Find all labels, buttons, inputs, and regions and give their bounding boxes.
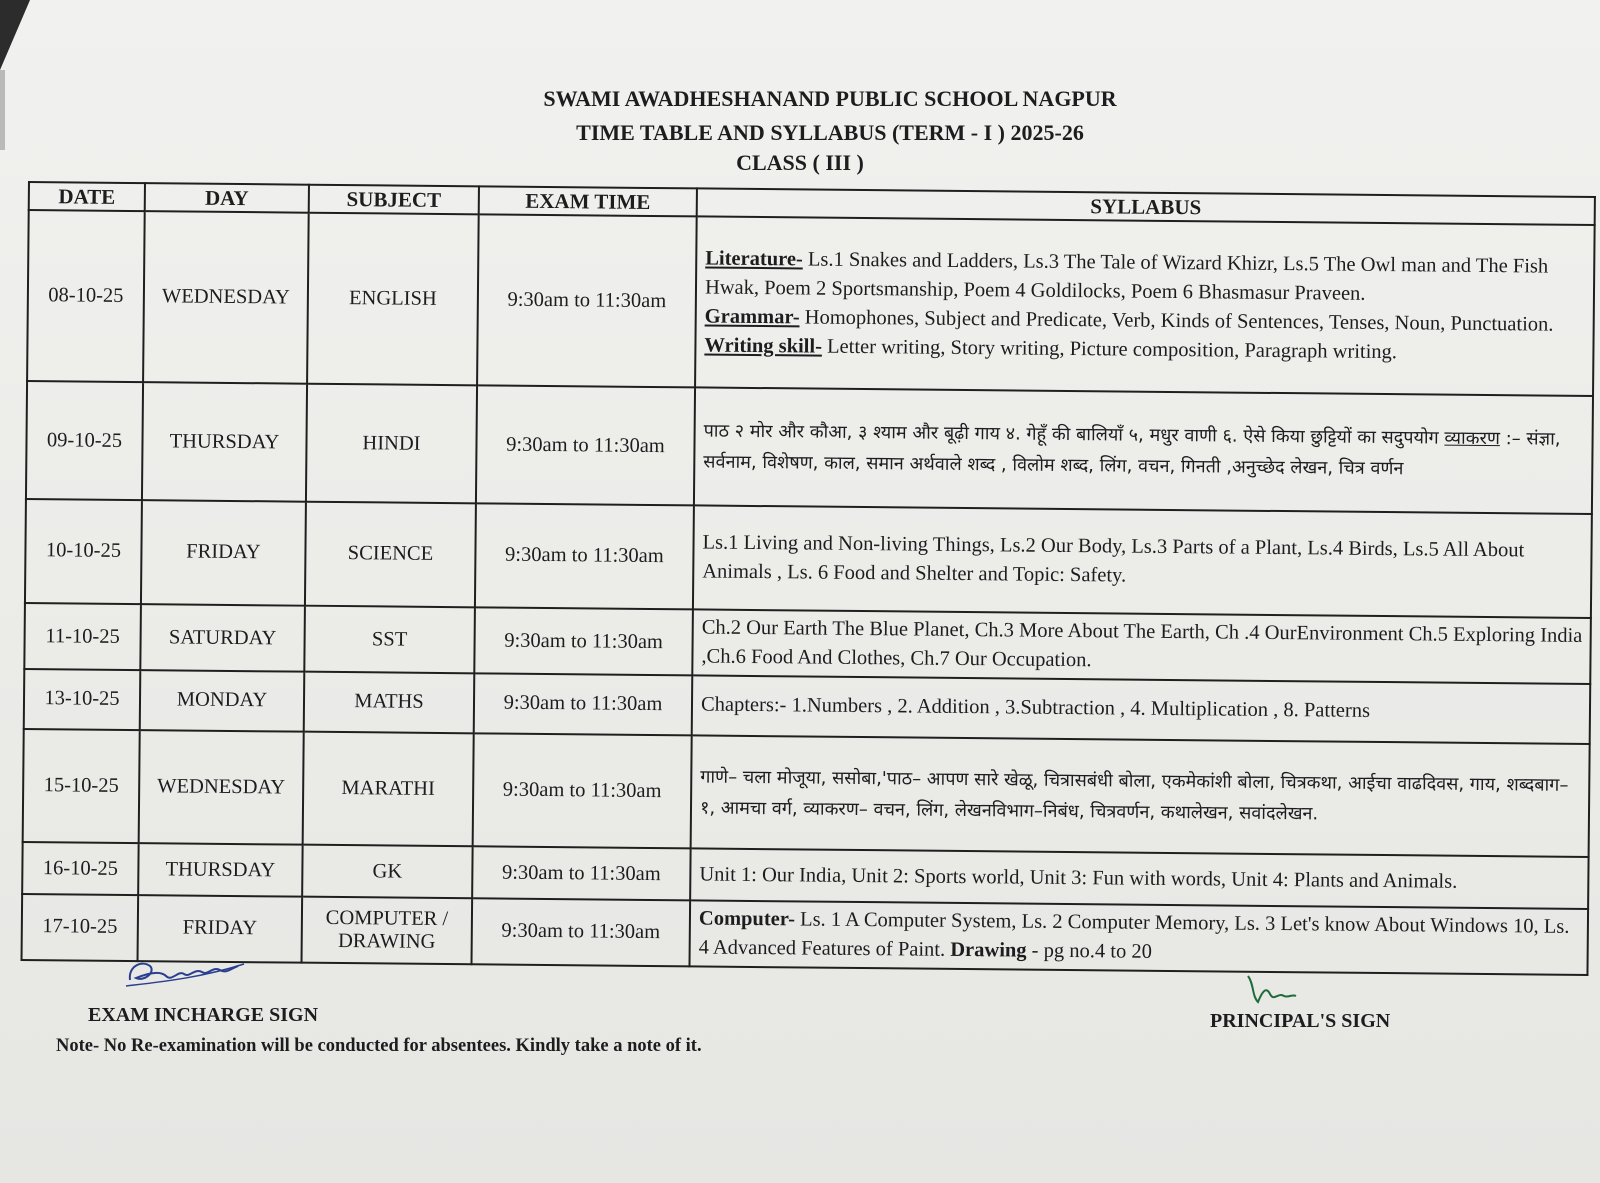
cell-syllabus: गाणे– चला मोजूया, ससोबा,'पाठ– आपण सारे खेळू, चित्रासबंधी बोला, एकमेकांशी बोला, चित्रकथा, आईचा वाढदिवस, गाय, शब्दबाग–१, आमचा वर्ग, व्याकरण– वचन, लिंग, लेखनविभाग–निबंध, चित्रवर्णन, कथालेखन, सवांदलेखन. [691,735,1590,857]
table-row [23,729,1590,857]
cell-subject: ENGLISH [307,213,479,386]
cell-exam-time: 9:30am to 11:30am [473,733,692,849]
computer-label: Computer- [698,907,796,931]
hindi-grammar-label: व्याकरण [1444,427,1501,450]
exam-incharge-signature-icon [120,952,260,992]
paper-corner-shadow [0,0,30,70]
literature-text: Ls.1 Snakes and Ladders, Ls.3 The Tale of Wizard Khizr, Ls.5 The Owl man and The Fish Hwak, Poem 2 Sportsmanship, Poem 4 Goldilocks, Poem 6 Bhasmasur Praveen. [704,248,1549,305]
cell-syllabus [694,388,1593,514]
cell-day: WEDNESDAY [139,730,304,845]
drawing-label: Drawing [950,938,1027,962]
cell-subject: HINDI [306,384,477,503]
header-syllabus: SYLLABUS [697,188,1595,225]
cell-exam-time: 9:30am to 11:30am [475,503,694,609]
hindi-grammar-text: :– संज्ञा, सर्वनाम, विशेषण, काल, समान अर्थवाले शब्द , विलोम शब्द, लिंग, वचन, गिनती ,अनुच्छेद लेखन, चित्र वर्णन [703,428,1561,480]
cell-day: WEDNESDAY [143,211,309,384]
writing-skill-text: Letter writing, Story writing, Picture composition, Paragraph writing. [821,335,1398,363]
header-date: DATE [29,182,145,211]
cell-exam-time: 9:30am to 11:30am [472,847,690,901]
cell-subject: MATHS [304,672,475,733]
footer-note: Note- No Re-examination will be conducted for absentees. Kindly take a note of it. [56,1036,702,1056]
cell-exam-time: 9:30am to 11:30am [476,386,695,506]
cell-day: THURSDAY [138,843,302,896]
cell-date: 13-10-25 [24,669,141,730]
cell-syllabus: Chapters:- 1.Numbers , 2. Addition , 3.Subtraction , 4. Multiplication , 8. Patterns [692,675,1591,743]
cell-exam-time: 9:30am to 11:30am [477,214,697,387]
cell-day: FRIDAY [141,500,306,606]
cell-subject: SCIENCE [305,502,476,608]
header-exam-time: EXAM TIME [479,186,697,216]
principal-signature-icon [1240,972,1300,1012]
cell-day: MONDAY [140,670,305,731]
cell-date: 17-10-25 [22,894,139,961]
principal-sign-label: PRINCIPAL'S SIGN [1210,1010,1391,1032]
cell-exam-time: 9:30am to 11:30am [474,673,693,735]
exam-incharge-sign-label: EXAM INCHARGE SIGN [88,1004,319,1026]
paper-edge-mark [0,70,5,150]
cell-subject: MARATHI [303,732,474,847]
cell-syllabus [689,900,1588,975]
cell-syllabus: Ls.1 Living and Non-living Things, Ls.2 Our Body, Ls.3 Parts of a Plant, Ls.4 Birds, Ls.5 All About Animals , Ls. 6 Food and Shelter and Topic: Safety. [693,505,1592,618]
writing-skill-label: Writing skill- [704,334,823,358]
header-subject: SUBJECT [309,185,479,215]
table-row [25,499,1592,618]
document-title: TIME TABLE AND SYLLABUS (TERM - I ) 2025-26 [576,120,1084,145]
drawing-text: - pg no.4 to 20 [1026,939,1152,963]
cell-syllabus: Unit 1: Our India, Unit 2: Sports world, Unit 3: Fun with words, Unit 4: Plants and Animals. [690,849,1588,909]
header-day: DAY [145,183,309,213]
cell-exam-time: 9:30am to 11:30am [474,607,693,675]
cell-date: 11-10-25 [24,603,141,670]
cell-date: 08-10-25 [27,210,145,382]
hindi-lessons-text: पाठ २ मोर और कौआ, ३ श्याम और बूढ़ी गाय ४. गेहूँ की बालियाँ ५, मधुर वाणी ६. ऐसे किया छुट्टियों का सदुपयोग [703,420,1445,449]
cell-day: SATURDAY [140,604,305,672]
cell-date: 16-10-25 [22,842,138,895]
class-label: CLASS ( III ) [736,150,864,175]
grammar-label: Grammar- [704,305,800,329]
table-row [26,381,1593,514]
literature-label: Literature- [705,247,803,271]
table-row [27,210,1595,396]
timetable [21,181,1596,976]
cell-subject: GK [302,845,472,898]
cell-date: 15-10-25 [23,729,140,844]
cell-date: 09-10-25 [26,381,143,500]
school-name: SWAMI AWADHESHANAND PUBLIC SCHOOL NAGPUR [543,86,1117,111]
cell-syllabus [695,216,1595,396]
cell-subject: COMPUTER / DRAWING [302,897,473,965]
computer-text: Ls. 1 A Computer System, Ls. 2 Computer Memory, Ls. 3 Let's know About Windows 10, Ls. 4 Advanced Features of Paint. [698,908,1570,961]
grammar-text: Homophones, Subject and Predicate, Verb, Kinds of Sentences, Tenses, Noun, Punctuation. [799,306,1554,336]
cell-day: FRIDAY [138,895,303,963]
cell-date: 10-10-25 [25,499,142,604]
cell-day: THURSDAY [142,382,307,501]
cell-exam-time: 9:30am to 11:30am [472,898,691,966]
cell-syllabus: Ch.2 Our Earth The Blue Planet, Ch.3 More About The Earth, Ch .4 OurEnvironment Ch.5 Exploring India ,Ch.6 Food And Clothes, Ch.7 Our Occupation. [692,609,1591,684]
cell-subject: SST [304,606,475,674]
